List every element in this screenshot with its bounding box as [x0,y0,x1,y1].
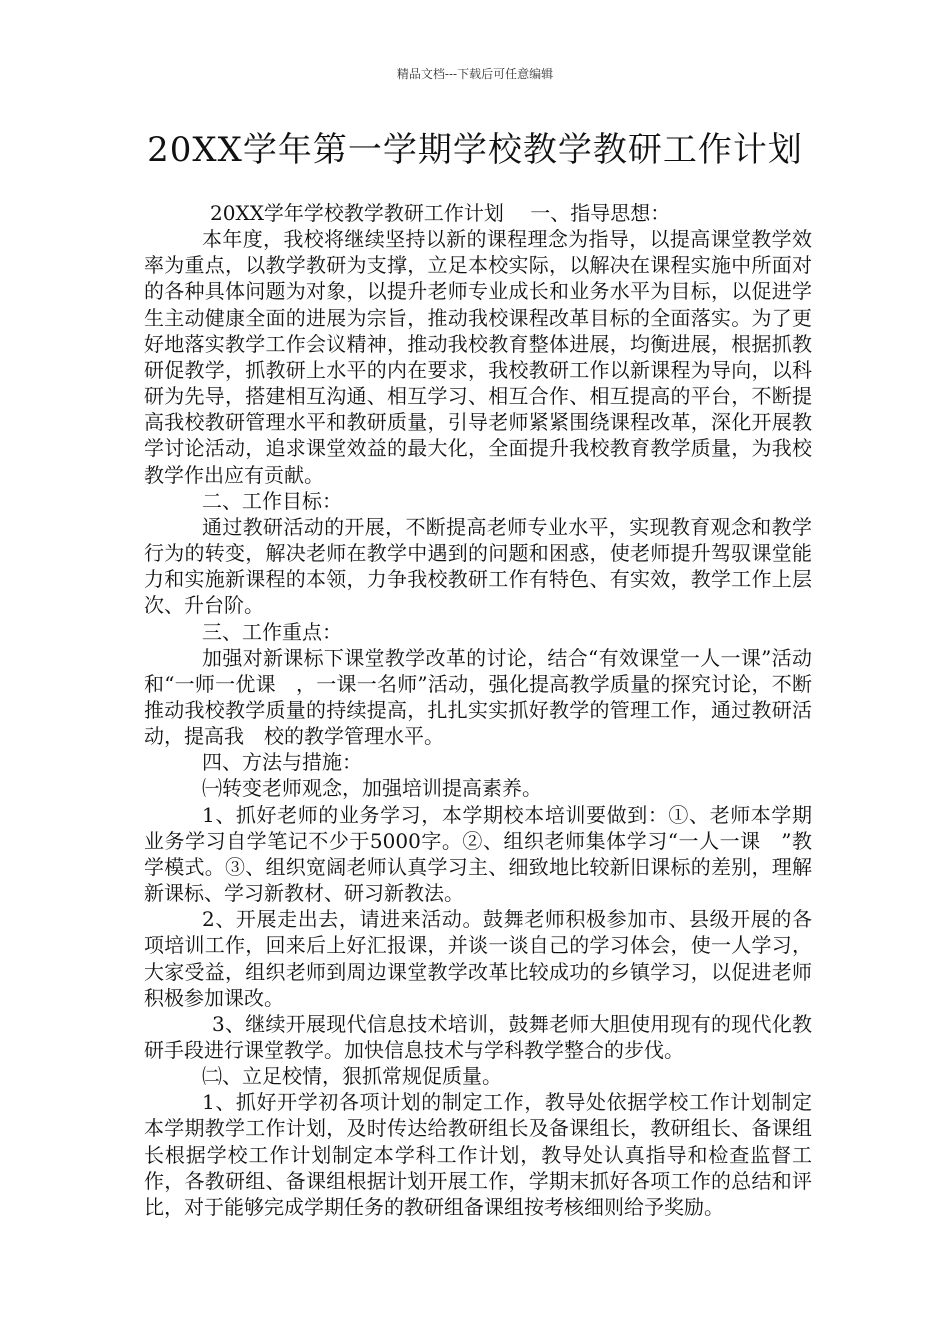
document-title: 20XX学年第一学期学校教学教研工作计划 [147,130,803,170]
routine-item-1: 1、抓好开学初各项计划的制定工作，教导处依据学校工作计划制定本学期教学工作计划，及时传达给教研组长及备课组长，教研组长、备课组长根据学校工作计划制定本学科工作计划，教导处认真指导和检查监督工作，各教研组、备课组根据计划开展工作，学期末抓好各项工作的总结和评比，对于能够完成学期任务的教研组备课组按考核细则给予奖励。 [144,1090,812,1219]
document-body [144,200,812,1220]
section-heading-goals: 二、工作目标： [202,488,342,513]
guiding-ideology-paragraph: 本年度，我校将继续坚持以新的课程理念为指导，以提高课堂教学效率为重点，以教学教研为支撑，立足本校实际，以解决在课程实施中所面对的各种具体问题为对象，以提升老师专业成长和业务水平为目标，以促进学生主动健康全面的进展为宗旨，推动我校课程改革目标的全面落实。为了更好地落实教学工作会议精神，推动我校教育整体进展，均衡进展，根据抓教研促教学，抓教研上水平的内在要求，我校教研工作以新课程为导向，以科研为先导，搭建相互沟通、相互学习、相互合作、相互提高的平台，不断提高我校教研管理水平和教研质量，引导老师紧紧围绕课程改革，深化开展教学讨论活动，追求课堂效益的最大化，全面提升我校教育教学质量，为我校教学作出应有贡献。 [144,227,812,487]
section-heading-methods: 四、方法与措施： [202,750,362,775]
method-item-1: 1、抓好老师的业务学习，本学期校本培训要做到：①、老师本学期业务学习自学笔记不少于5000字。②、组织老师集体学习“一人一课 ”教学模式。③、组织宽阔老师认真学习主、细致地比较新旧课标的差别，理解新课标、学习新教材、研习新教法。 [144,802,812,906]
subsection-heading-1: ㈠转变老师观念，加强培训提高素养。 [202,776,542,801]
goals-paragraph: 通过教研活动的开展，不断提高老师专业水平，实现教育观念和教学行为的转变，解决老师在教学中遇到的问题和困惑，使老师提升驾驭课堂能力和实施新课程的本领，力争我校教研工作有特色、有实效，教学工作上层次、升台阶。 [144,514,812,618]
header-note: 精品文档---下载后可任意编辑 [396,67,554,81]
focus-paragraph: 加强对新课标下课堂教学改革的讨论，结合“有效课堂一人一课”活动和“一师一优课 ，一课一名师”活动，强化提高教学质量的探究讨论，不断推动我校教学质量的持续提高，扎扎实实抓好教学的管理工作，通过教研活动，提高我 校的教学管理水平。 [144,645,812,749]
intro-line: 20XX学年学校教学教研工作计划 一、指导思想： [210,201,671,225]
method-item-3: 3、继续开展现代信息技术培训，鼓舞老师大胆使用现有的现代化教研手段进行课堂教学。加快信息技术与学科教学整合的步伐。 [144,1011,812,1062]
subsection-heading-2: ㈡、立足校情，狠抓常规促质量。 [202,1064,502,1089]
method-item-2: 2、开展走出去，请进来活动。鼓舞老师积极参加市、县级开展的各项培训工作，回来后上好汇报课，并谈一谈自己的学习体会，使一人学习，大家受益，组织老师到周边课堂教学改革比较成功的乡镇学习，以促进老师积极参加课改。 [144,907,812,1010]
section-heading-focus: 三、工作重点： [202,619,342,644]
